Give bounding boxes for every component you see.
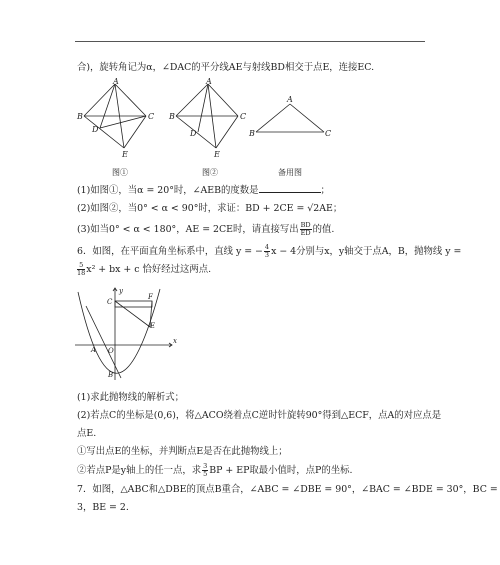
three-fifths-numerator: 3 <box>203 462 208 470</box>
intro-line: 合)，旋转角记为α，∠DAC的平分线AE与射线BD相交于点E，连接EC. <box>77 62 375 73</box>
problem-6-text-c: x² + bx + c 恰好经过这两点. <box>86 264 212 275</box>
problem-6-sub-2-ii <box>77 463 352 478</box>
problem-6-text-a: 6．如图，在平面直角坐标系中，直线 y = − <box>77 246 263 257</box>
question-3-suffix: 的值. <box>312 224 335 235</box>
three-fifths-fraction <box>202 463 208 478</box>
problem-6-text-b: x − 4分别与x，y轴交于点A，B，抛物线 y = <box>271 246 462 257</box>
coord-label-y: y <box>119 287 123 295</box>
answer-blank <box>259 184 321 193</box>
fig1-label-E: E <box>122 150 128 159</box>
fig1-label-A: A <box>113 77 119 86</box>
fraction-denominator: ED <box>300 229 311 237</box>
problem-6-line-1 <box>77 244 461 259</box>
coefficient-denominator: 18 <box>77 269 86 277</box>
backup-label-C: C <box>325 129 332 138</box>
caption-backup-figure: 备用图 <box>278 168 302 177</box>
fig1-label-D: D <box>92 125 99 134</box>
question-3-text: (3)如当0° < α < 180°，AE = 2CE时，请直接写出 <box>77 224 299 235</box>
problem-7-line-2: 3，BE = 2. <box>77 502 129 513</box>
figure-1 <box>77 77 160 160</box>
backup-figure <box>250 92 330 142</box>
coefficient-numerator: 5 <box>77 262 85 270</box>
coord-label-C: C <box>107 298 113 306</box>
question-1 <box>77 184 330 197</box>
slope-denominator: 3 <box>264 251 270 259</box>
slope-fraction <box>264 244 270 259</box>
coord-label-B: B <box>108 371 114 379</box>
question-2: (2)如图②，当0° < α < 90°时，求证：BD + 2CE = √2AE； <box>77 203 343 214</box>
problem-6-sub-2-ii-text: ②若点P是y轴上的任一点，求 <box>77 465 202 476</box>
fig2-label-C: C <box>240 112 247 121</box>
fig2-label-B: B <box>169 112 175 121</box>
problem-6-sub-2-ii-suffix: BP + EP取最小值时，点P的坐标. <box>209 465 353 476</box>
coord-label-E: E <box>150 322 156 330</box>
problem-6-sub-2: (2)若点C的坐标是(0,6)，将△ACO绕着点C逆时针旋转90°得到△ECF，点A的对应点是 <box>77 410 442 421</box>
coord-label-x: x <box>173 337 177 345</box>
fig1-label-C: C <box>148 112 155 121</box>
coord-label-A: A <box>91 346 97 354</box>
backup-label-B: B <box>249 129 255 138</box>
problem-6-sub-2b: 点E. <box>77 428 97 439</box>
caption-figure-2: 图② <box>202 168 218 177</box>
problem-6-sub-1: (1)求此抛物线的解析式； <box>77 392 185 403</box>
three-fifths-denominator: 5 <box>203 470 208 478</box>
fig2-label-D: D <box>190 129 197 138</box>
coord-label-O: O <box>108 347 114 355</box>
problem-6-sub-2-i: ①写出点E的坐标，并判断点E是否在此抛物线上； <box>77 446 288 457</box>
fig2-label-A: A <box>206 77 212 86</box>
problem-7-line-1: 7．如图，△ABC和△DBE的顶点B重合，∠ABC = ∠DBE = 90°，∠BAC = ∠BDE = 30°，BC = <box>77 484 498 495</box>
slope-numerator: 4 <box>264 243 270 251</box>
coordinate-figure <box>70 284 180 384</box>
coefficient-fraction <box>77 262 85 277</box>
bd-over-ed-fraction <box>300 222 312 237</box>
caption-figure-1: 图① <box>112 168 128 177</box>
problem-6-line-2 <box>77 262 211 277</box>
figure-2 <box>169 77 252 160</box>
question-1-text: (1)如图①，当α = 20°时，∠AEB的度数是 <box>77 185 259 196</box>
fig2-label-E: E <box>214 150 220 159</box>
coord-label-F: F <box>148 293 153 301</box>
backup-label-A: A <box>287 95 293 104</box>
fig1-label-B: B <box>77 112 83 121</box>
question-1-suffix: ； <box>320 185 330 196</box>
question-3 <box>77 222 334 237</box>
fraction-numerator: BD <box>300 221 311 229</box>
header-rule <box>75 41 425 42</box>
